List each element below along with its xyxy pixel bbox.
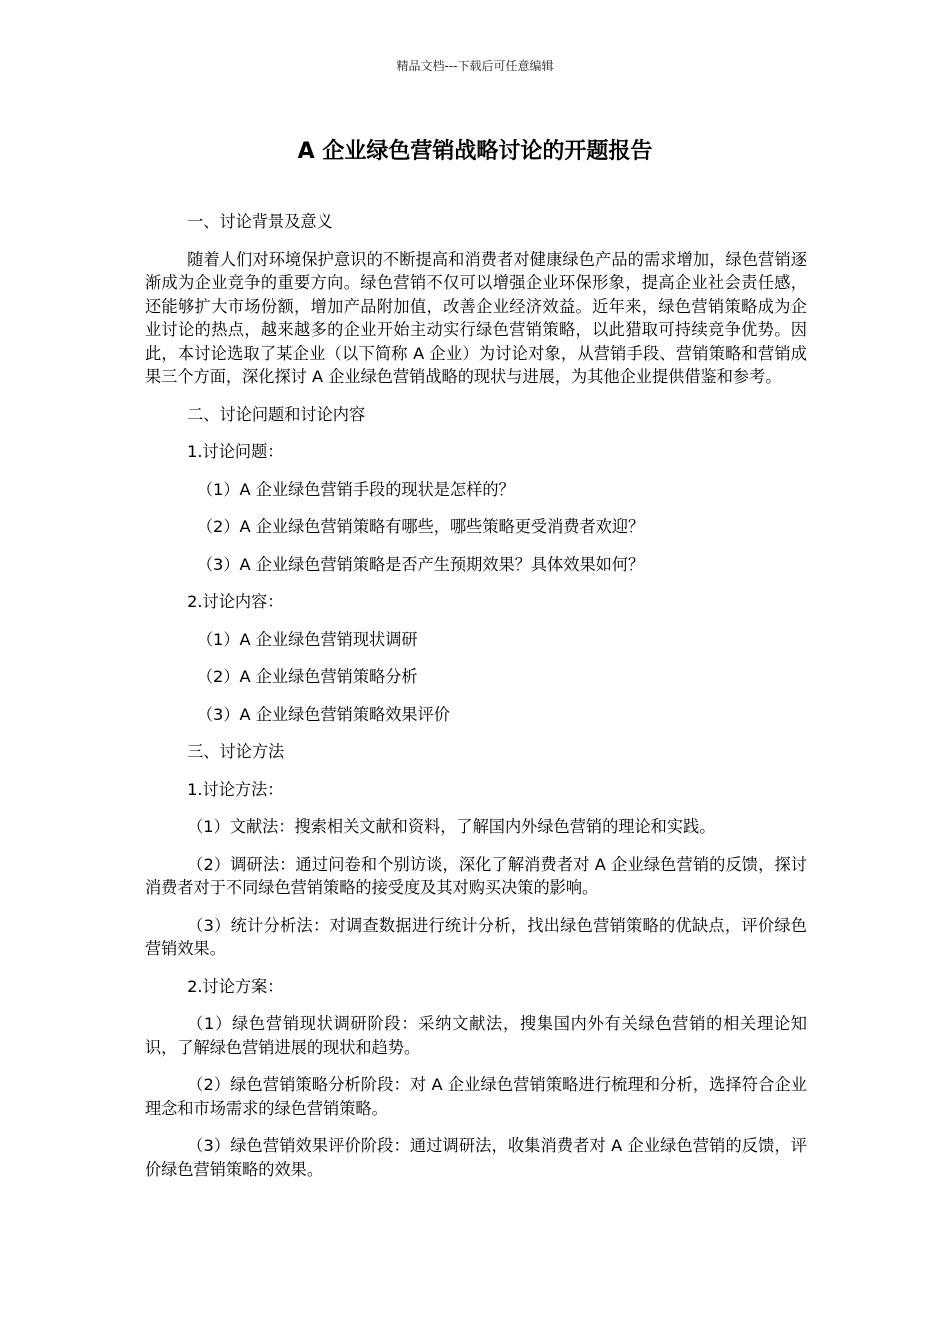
document-body	[145, 210, 807, 1195]
section-heading-methods: 三、讨论方法	[187, 742, 285, 761]
question-item: （3）A 企业绿色营销策略是否产生预期效果？具体效果如何？	[196, 554, 645, 574]
methods-label: 1.讨论方法：	[187, 779, 284, 799]
section-heading-questions: 二、讨论问题和讨论内容	[187, 404, 366, 424]
content-item: （2）A 企业绿色营销策略分析	[196, 667, 418, 686]
plan-item: （3）绿色营销效果评价阶段：通过调研法，收集消费者对 A 企业绿色营销的反馈，评价绿色营销策略的效果。	[145, 1136, 807, 1179]
plan-label: 2.讨论方案：	[187, 976, 284, 996]
method-item: （1）文献法：搜索相关文献和资料，了解国内外绿色营销的理论和实践。	[187, 817, 716, 836]
plan-item: （1）绿色营销现状调研阶段：采纳文献法，搜集国内外有关绿色营销的相关理论知识，了解绿色营销进展的现状和趋势。	[145, 1014, 807, 1057]
page-header: 精品文档---下载后可任意编辑	[396, 59, 554, 73]
content-item: （1）A 企业绿色营销现状调研	[196, 629, 418, 649]
question-item: （1）A 企业绿色营销手段的现状是怎样的？	[196, 479, 515, 499]
questions-label: 1.讨论问题：	[187, 442, 284, 461]
method-item: （2）调研法：通过问卷和个别访谈，深化了解消费者对 A 企业绿色营销的反馈，探讨消费者对于不同绿色营销策略的接受度及其对购买决策的影响。	[145, 854, 807, 897]
section-heading-background: 一、讨论背景及意义	[187, 212, 333, 231]
background-paragraph: 随着人们对环境保护意识的不断提高和消费者对健康绿色产品的需求增加，绿色营销逐渐成为企业竞争的重要方向。绿色营销不仅可以增强企业环保形象，提高企业社会责任感，还能够扩大市场份额，增加产品附加值，改善企业经济效益。近年来，绿色营销策略成为企业讨论的热点，越来越多的企业开始主动实行绿色营销策略，以此猎取可持续竞争优势。因此，本讨论选取了某企业（以下简称 A 企业）为讨论对象，从营销手段、营销策略和营销成果三个方面，深化探讨 A 企业绿色营销战略的现状与进展，为其他企业提供借鉴和参考。	[145, 249, 807, 386]
plan-item: （2）绿色营销策略分析阶段：对 A 企业绿色营销策略进行梳理和分析，选择符合企业理念和市场需求的绿色营销策略。	[145, 1075, 807, 1118]
method-item: （3）统计分析法：对调查数据进行统计分析，找出绿色营销策略的优缺点，评价绿色营销效果。	[145, 915, 807, 958]
content-label: 2.讨论内容：	[187, 592, 284, 611]
document-title: A 企业绿色营销战略讨论的开题报告	[297, 139, 653, 164]
content-item: （3）A 企业绿色营销策略效果评价	[196, 704, 450, 724]
question-item: （2）A 企业绿色营销策略有哪些，哪些策略更受消费者欢迎？	[196, 517, 645, 536]
